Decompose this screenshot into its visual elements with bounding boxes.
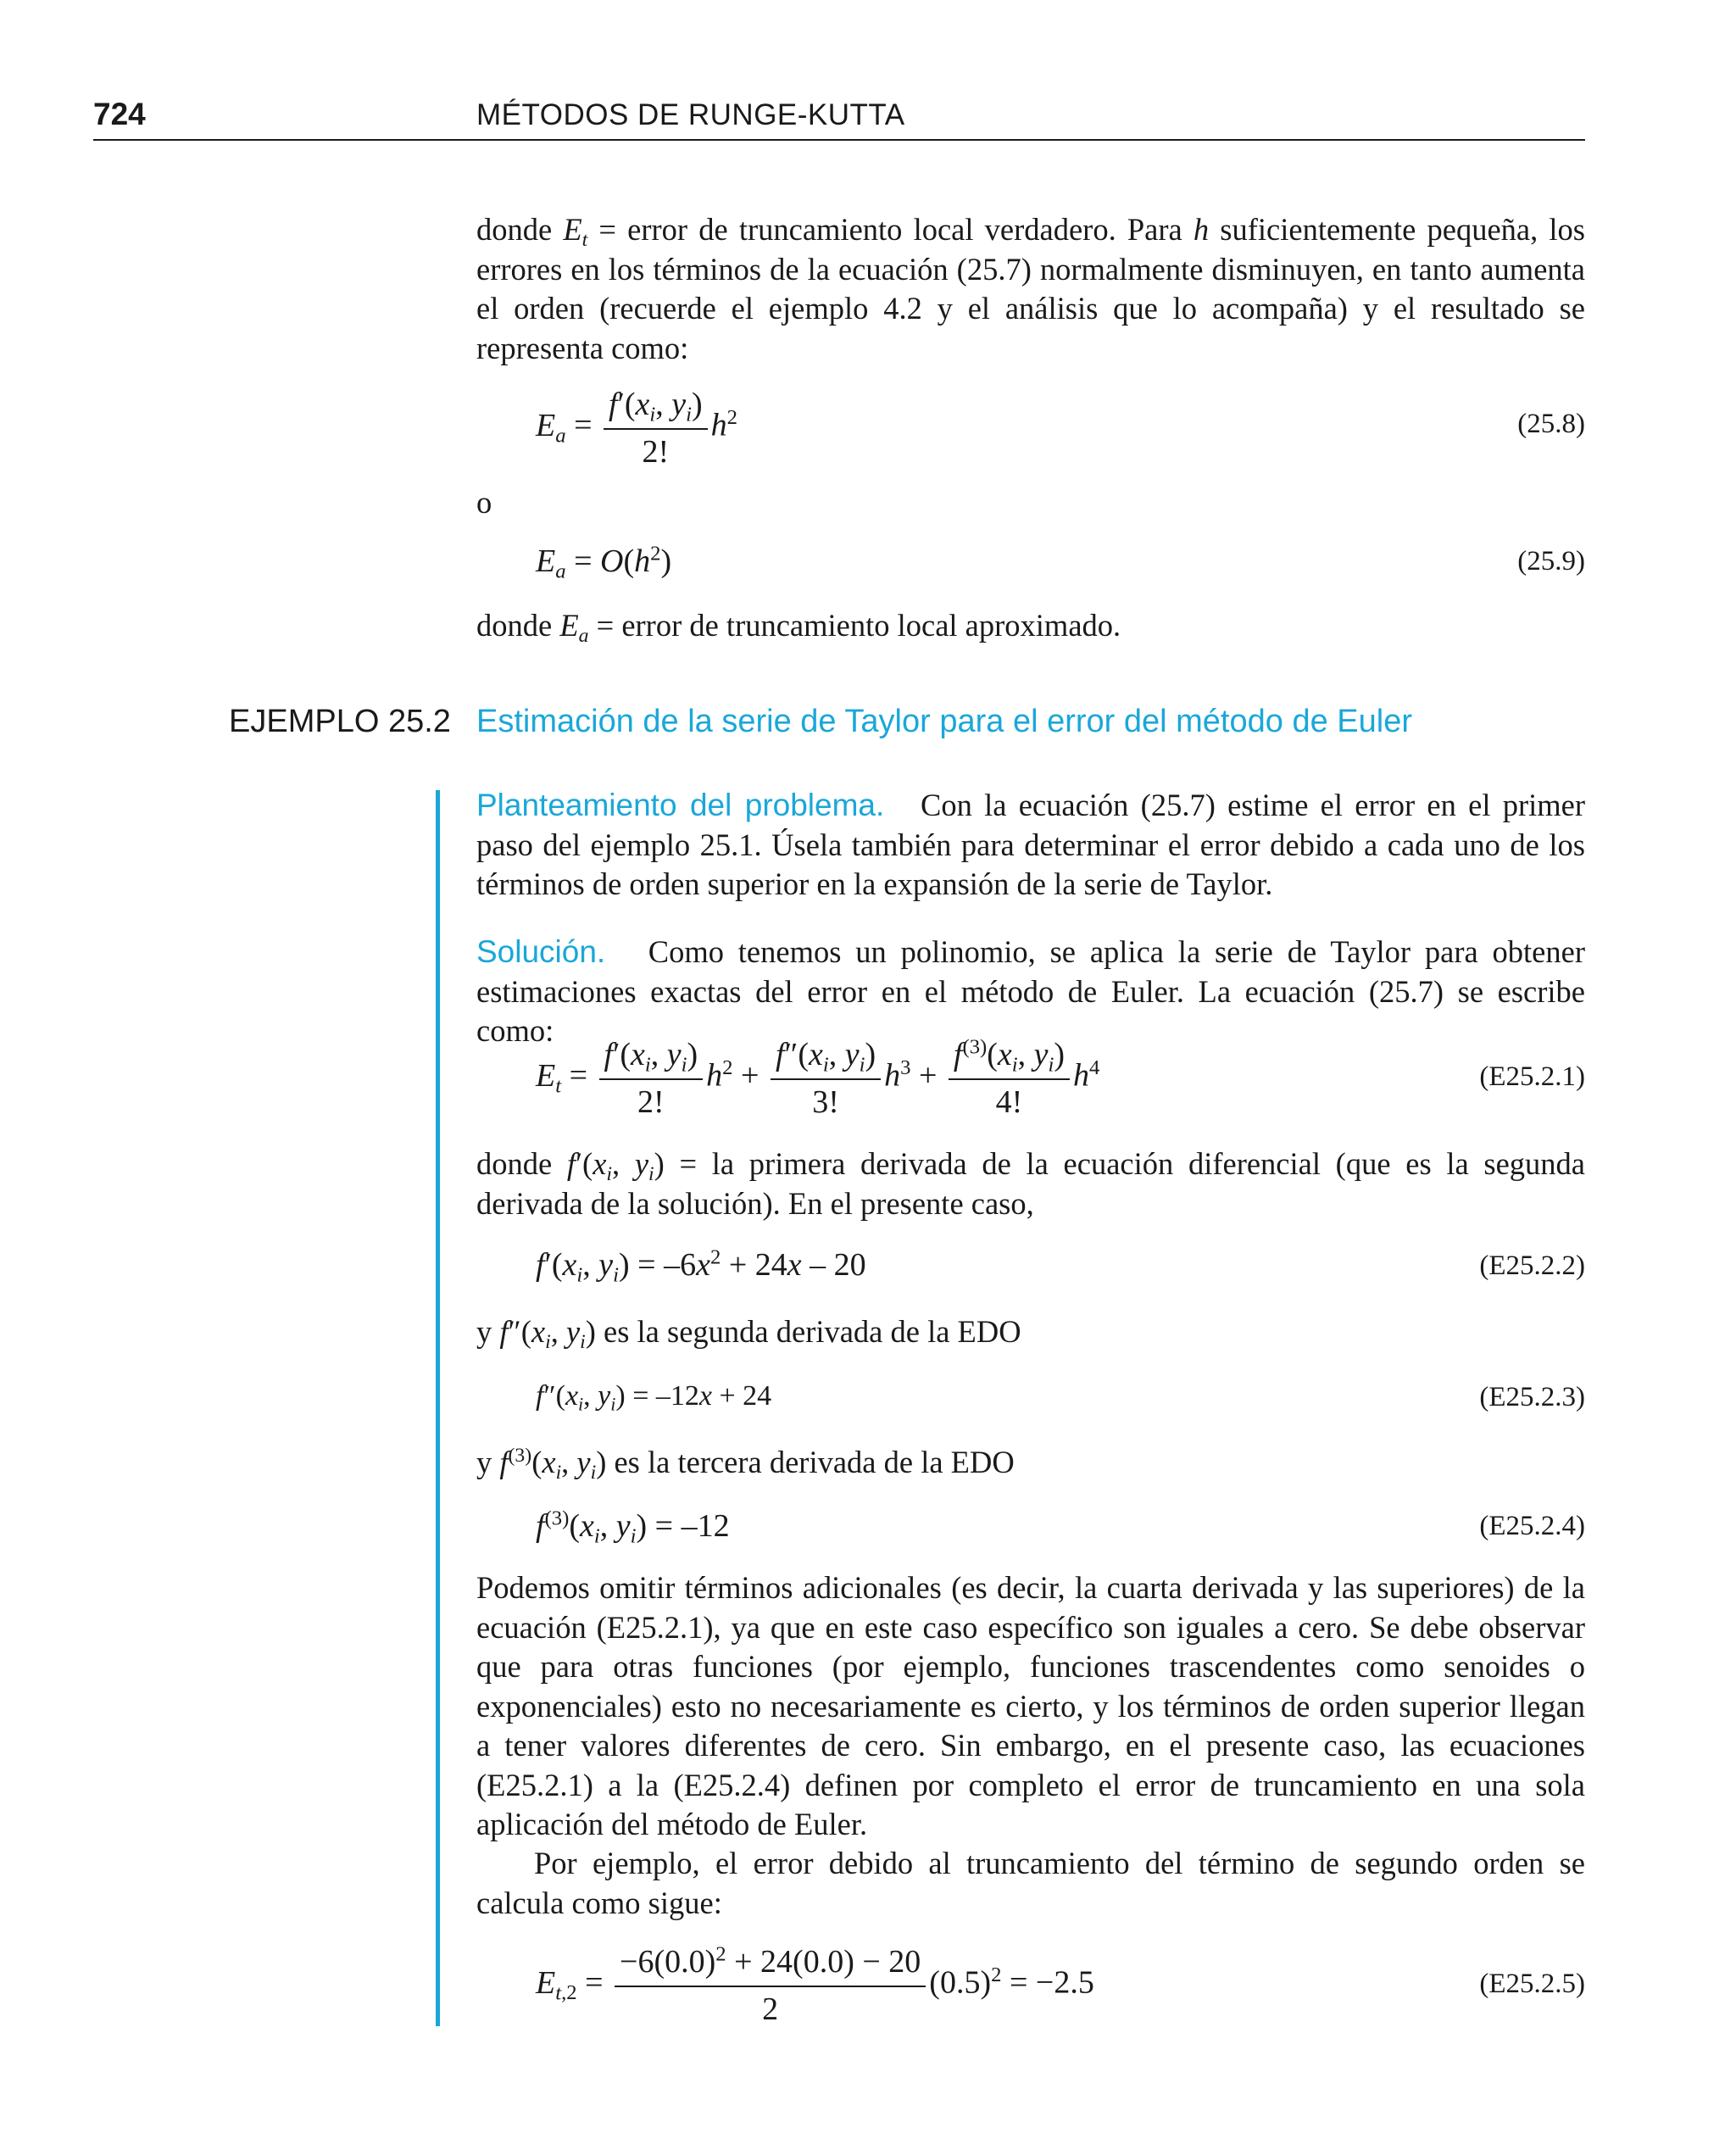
solution-heading: Solución.: [476, 934, 606, 969]
equation-e25-2-5: $E_{t,2}$ = $\frac{-6(0.0)^2 + 24(0.0) - 20}{2}$ $(0.5)^2 = -2.5$: [536, 1942, 1094, 2027]
running-title: MÉTODOS DE RUNGE-KUTTA: [476, 98, 905, 131]
equation-25-9: $E_a = O(h^2)$: [536, 542, 672, 583]
equation-e25-2-1: $E_t$ = $\frac{f'(x_i, y_i)}{2!}$ $h^2$ + $\frac{f''(x_i, y_i)}{3!}$ $h^3$ + $\frac{f^{(3)}(x_i, y_i)}{4!}$ $h^4$: [536, 1035, 1100, 1120]
paragraph-second-order-error: Por ejemplo, el error debido al truncamiento del término de segundo orden se calcula como sigue:: [476, 1846, 1585, 1920]
intro-paragraph-2: donde $E_a$ = error de truncamiento local aproximado.: [476, 608, 1121, 648]
equation-e25-2-3: $f''(x_i$, $y_i) = -12x + 24$: [536, 1380, 772, 1415]
page-number: 724: [93, 97, 146, 131]
solution: [476, 933, 1585, 1051]
problem-statement: [476, 786, 1585, 905]
equation-25-8: $E_a$ = $\frac{f'(x_i, y_i)}{2!}$ $h^2$: [536, 387, 737, 470]
equation-number: (25.8): [1517, 409, 1585, 439]
example-title: Estimación de la serie de Taylor para el error del método de Euler: [476, 704, 1412, 739]
connector-text: o: [476, 485, 492, 520]
problem-heading: Planteamiento del problema.: [476, 788, 885, 822]
example-label: EJEMPLO 25.2: [229, 704, 451, 739]
equation-number: (E25.2.5): [1479, 1969, 1585, 1999]
equation-e25-2-4: $f^{(3)}(x_i$, $y_i) = -12$: [536, 1507, 730, 1548]
equation-number: (E25.2.1): [1479, 1061, 1585, 1092]
equation-number: (25.9): [1517, 546, 1585, 576]
equation-number: (E25.2.4): [1479, 1511, 1585, 1541]
equation-number: (E25.2.3): [1479, 1382, 1585, 1412]
problem-text: Con la ecuación (25.7) estime el error en el primer paso del ejemplo 25.1. Úsela también para determinar el error debido a cada uno de los términos de orden superior en la expansión de la serie de Taylor.: [476, 788, 1586, 901]
solution-text: Como tenemos un polinomio, se aplica la serie de Taylor para obtener estimaciones exactas del error en el método de Euler. La ecuación (25.7) se escribe como:: [476, 934, 1585, 1048]
example-sidebar-rule: [436, 790, 440, 2026]
paragraph-third-derivative: y $f^{(3)}(x_i$, $y_i$) es la tercera derivada de la EDO: [476, 1444, 1015, 1484]
intro-paragraph: donde $E_t$ = error de truncamiento local verdadero. Para h suficientemente pequeña, los errores en los términos de la ecuación (25.7) normalmente disminuyen, en tanto aumenta el orden (recuerde el ejemplo 4.2 y el análisis que lo acompaña) y el resultado se representa como:: [476, 212, 1586, 365]
equation-e25-2-2: $f'(x_i$, $y_i) = -6x^2 + 24x - 20$: [536, 1245, 866, 1287]
paragraph-higher-terms: Podemos omitir términos adicionales (es decir, la cuarta derivada y las superiores) de la ecuación (E25.2.1), ya que en este caso específico son iguales a cero. Se debe observar que para otras funciones (por ejemplo, funciones trascendentes como senoides o exponenciales) esto no necesariamente es cierto, y los términos de orden superior llegan a tener valores diferentes de cero. Sin embargo, en el presente caso, las ecuaciones (E25.2.1) a la (E25.2.4) definen por completo el error de truncamiento en una sola aplicación del método de Euler.: [476, 1570, 1585, 1841]
running-head: [93, 95, 1585, 141]
paragraph-first-derivative: donde $f'(x_i$, $y_i$) = la primera derivada de la ecuación diferencial (que es la segunda derivada de la solución). En el presente caso,: [476, 1146, 1585, 1221]
paragraph-second-derivative: y $f''(x_i$, $y_i$) es la segunda derivada de la EDO: [476, 1314, 1021, 1354]
equation-number: (E25.2.2): [1479, 1250, 1585, 1281]
